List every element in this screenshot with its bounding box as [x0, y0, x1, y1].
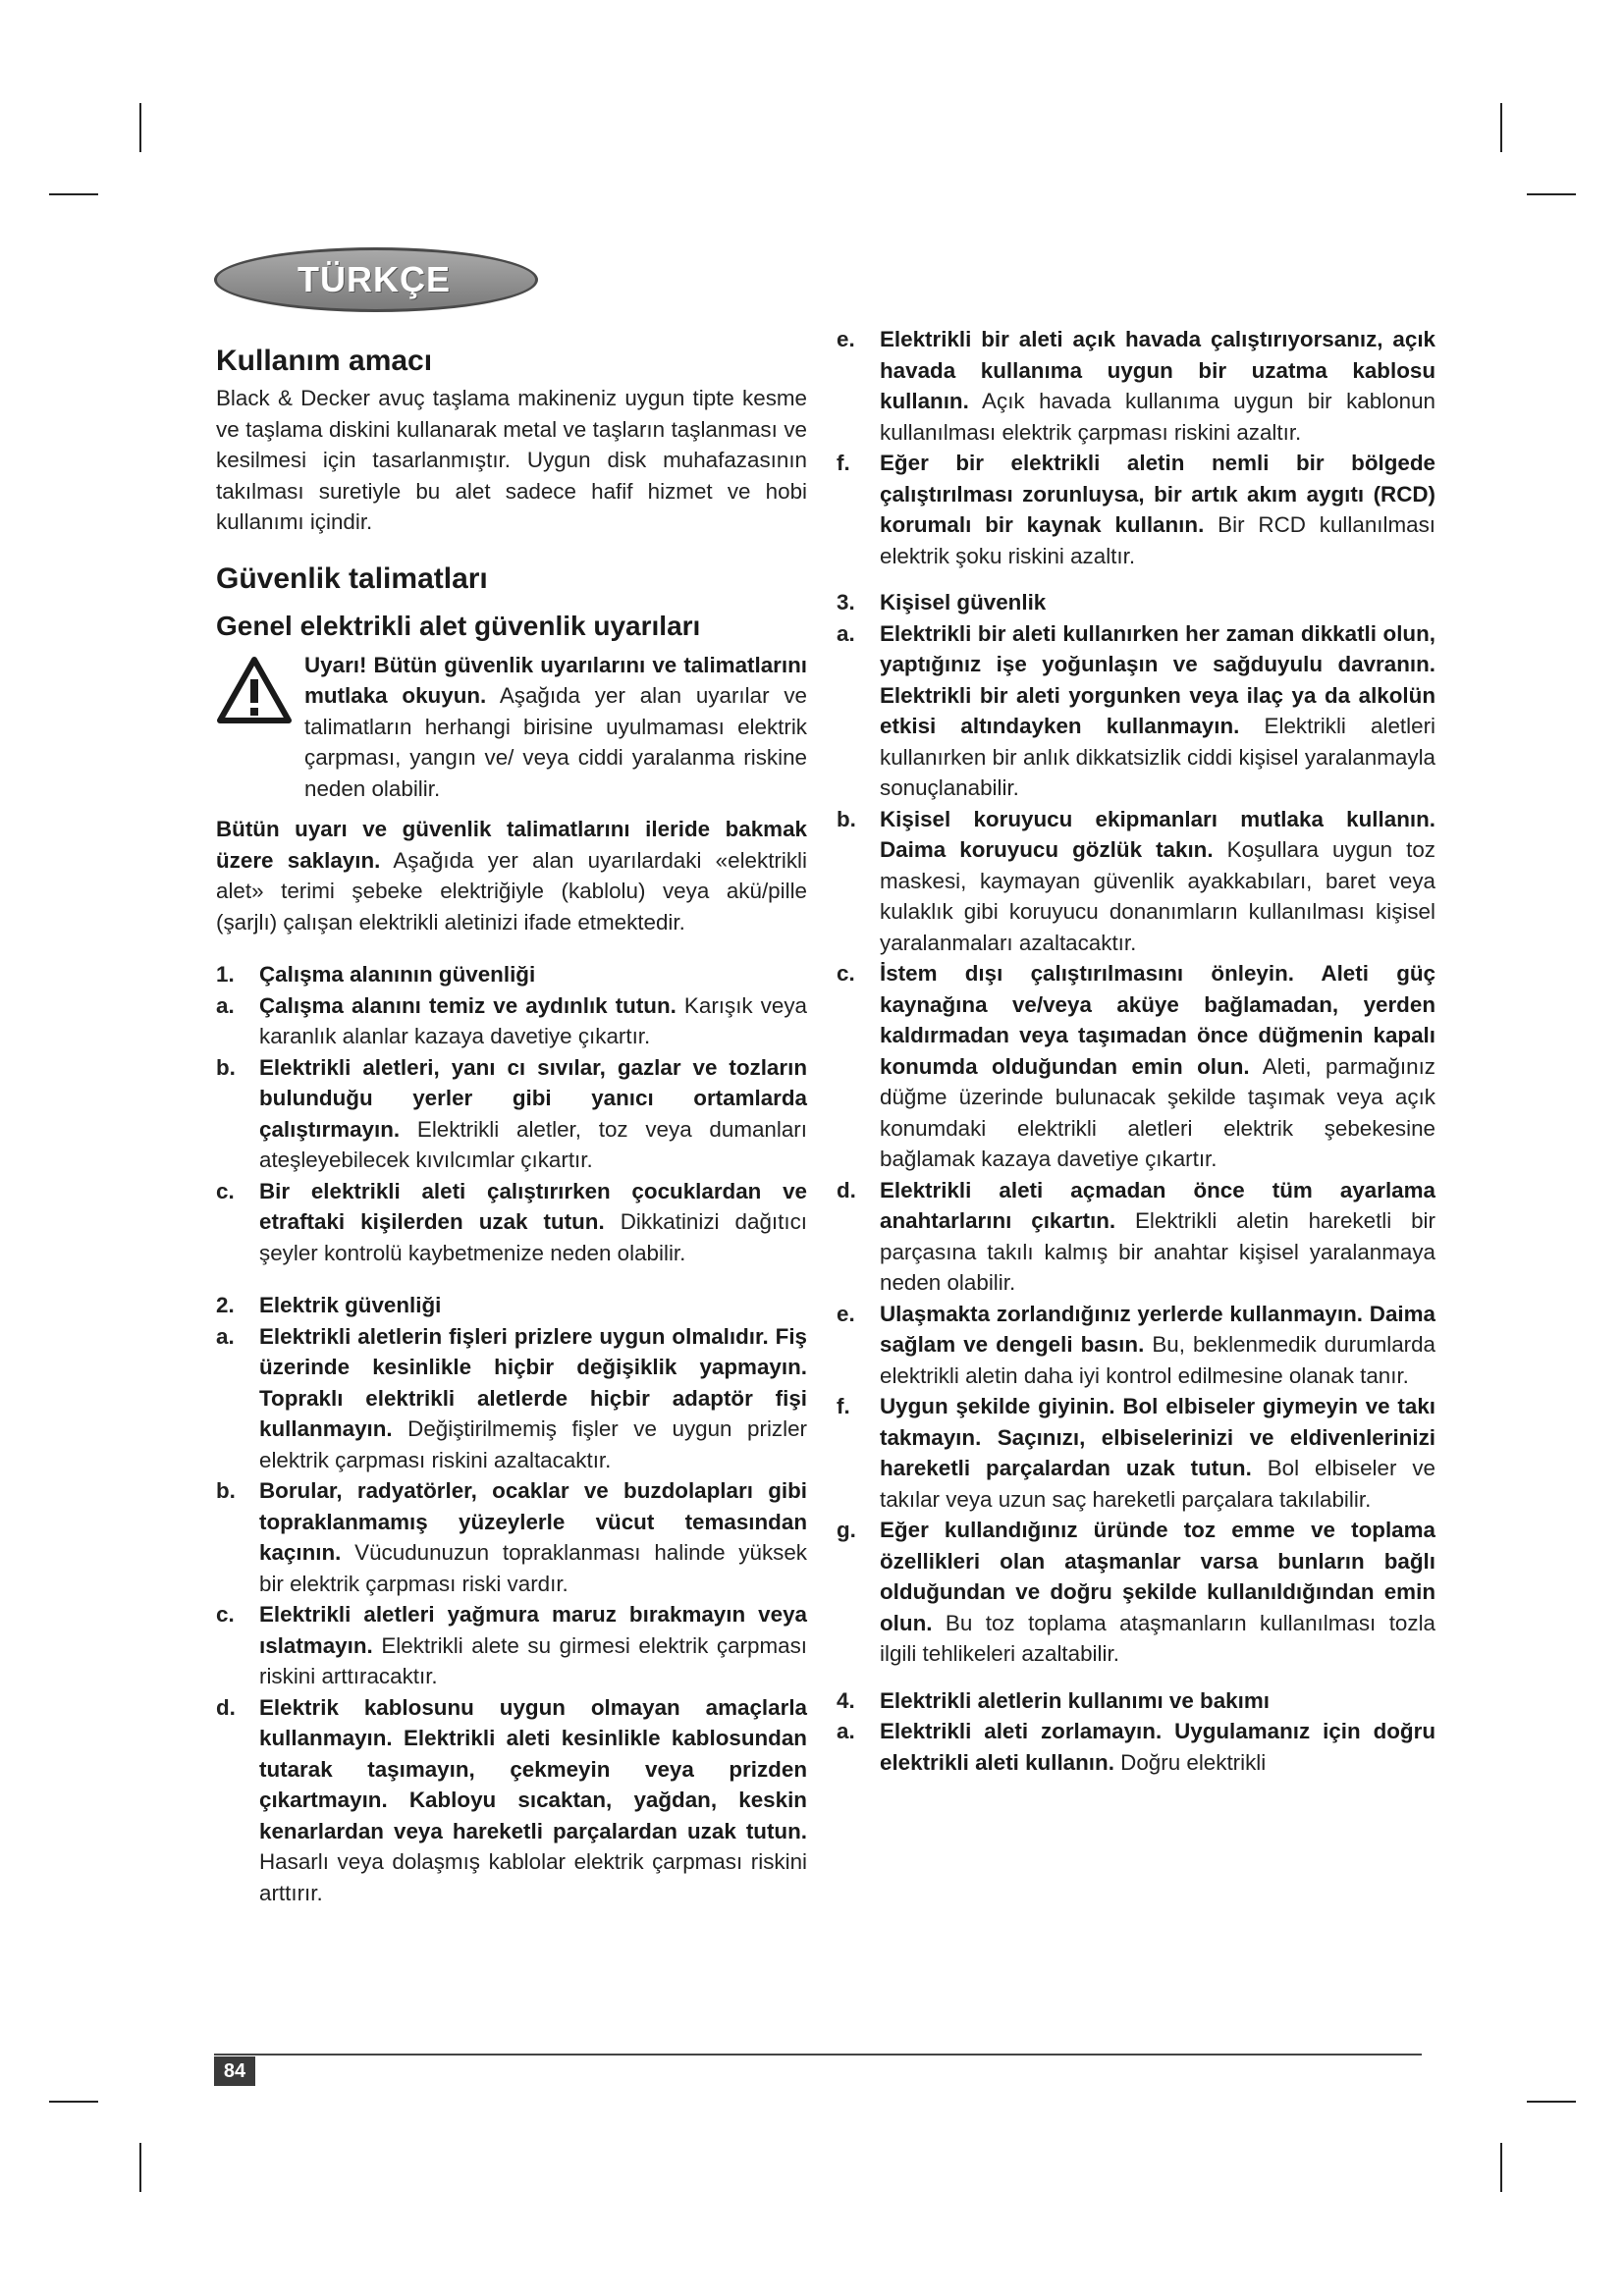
list-item: f. Uygun şekilde giyinin. Bol elbiseler giymeyin ve takı takmayın. Saçınızı, elbiselerinizi ve eldivenlerinizi hareketli parçalardan uzak tutun. Bol elbiseler ve takılar veya uzun saç hareketli parçalara takılabilir.: [837, 1394, 1435, 1512]
list-item: c. Bir elektrikli aleti çalıştırırken çocuklardan ve etraftaki kişilerden uzak tutun. Dikkatinizi dağıtıcı şeyler kontrolü kaybetmenize neden olabilir.: [216, 1178, 807, 1265]
list-item: b. Kişisel koruyucu ekipmanları mutlaka kullanın. Daima koruyucu gözlük takın. Koşullara uygun toz maskesi, kaymayan güvenlik ayakkabıları, baret veya kulaklık gibi koruyucu donanımların kullanılması kişisel yaralanmaları azaltacaktır.: [837, 806, 1435, 955]
list-s1: [216, 990, 807, 1269]
list-s3: [837, 618, 1435, 1670]
list-s2: [216, 1321, 807, 1909]
section-3: [837, 587, 1435, 1670]
section-heading: 1. Çalışma alanının güvenliği: [216, 962, 536, 987]
section-heading: 4. Elektrikli aletlerin kullanımı ve bakımı: [837, 1687, 1270, 1713]
list-item: b. Borular, radyatörler, ocaklar ve buzdolapları gibi topraklanmamış yüzeylerle vücut temasından kaçının. Vücudunuzun topraklanması halinde yüksek bir elektrik çarpması riski vardır.: [216, 1478, 807, 1596]
list-item: c. Elektrikli aletleri yağmura maruz bırakmayın veya ıslatmayın. Elektrikli alete su girmesi elektrik çarpması riskini arttıracaktır.: [216, 1602, 807, 1688]
heading-general-warnings: Genel elektrikli alet güvenlik uyarıları: [216, 610, 701, 641]
list-item: f. Eğer bir elektrikli aletin nemli bir bölgede çalıştırılması zorunluysa, bir artık akım aygıtı (RCD) korumalı bir kaynak kullanın. Bir RCD kullanılması elektrik şoku riskini azaltır.: [837, 451, 1435, 568]
crop-mark: [139, 103, 141, 152]
warning-text: Uyarı! Bütün güvenlik uyarılarını ve talimatlarını mutlaka okuyun. Aşağıda yer alan uyarılar ve talimatların herhangi birisine uyulmaması elektrik çarpması, yangın ve/ veya ciddi yaralanma riskine neden olabilir.: [304, 652, 807, 801]
list-s4: [837, 1716, 1435, 1778]
list-item: d. Elektrikli aleti açmadan önce tüm ayarlama anahtarlarını çıkartın. Elektrikli aletin hareketli bir parçasına takılı kalmış bir anahtar kişisel yaralanmaya neden olabilir.: [837, 1177, 1435, 1295]
list-item: a. Çalışma alanını temiz ve aydınlık tutun. Karışık veya karanlık alanlar kazaya davetiye çıkartır.: [216, 992, 807, 1048]
language-label: TÜRKÇE: [298, 259, 451, 299]
section-heading: 3. Kişisel güvenlik: [837, 590, 1047, 614]
list-item: g. Eğer kullandığınız üründe toz emme ve toplama özellikleri olan ataşmanlar varsa bunların bağlı olduğundan ve doğru şekilde kullanıldığından emin olun. Bu toz toplama ataşmanların kullanılması tozla ilgili tehlikeleri azaltabilir.: [837, 1518, 1435, 1666]
section-4: [837, 1685, 1435, 1779]
footer-rule: [214, 2054, 1422, 2056]
crop-mark: [1500, 2143, 1502, 2192]
list-item: d. Elektrik kablosunu uygun olmayan amaçlarla kullanmayın. Elektrikli aleti kesinlikle kablosundan tutarak taşımayın, çekmeyin veya prizden çıkartmayın. Kabloyu sıcaktan, yağdan, keskin kenarlardan veya hareketli parçalardan uzak tutun. Hasarlı veya dolaşmış kablolar elektrik çarpması riskini arttırır.: [216, 1694, 807, 1905]
section-1: [216, 959, 807, 1268]
section-2: [216, 1290, 807, 1908]
list-item: a. Elektrikli aletlerin fişleri prizlere uygun olmalıdır. Fiş üzerinde kesinlikle hiçbir değişiklik yapmayın. Topraklı elektrikli aletlerde hiçbir adaptör fişi kullanmayın. Değiştirilmemiş fişler ve uygun prizler elektrik çarpması riskini azaltacaktır.: [216, 1323, 807, 1472]
list-item: e. Ulaşmakta zorlandığınız yerlerde kullanmayın. Daima sağlam ve dengeli basın. Bu, beklenmedik durumlarda elektrikli aletin daha iyi kontrol edilmesine olanak tanır.: [837, 1301, 1436, 1388]
usage-paragraph: Black & Decker avuç taşlama makineniz uygun tipte kesme ve taşlama diskini kullanarak metal ve taşların taşlanması ve kesilmesi için tasarlanmıştır. Uygun disk muhafazasının takılması suretiyle bu alet sadece hafif hizmet ve hobi kullanımı içindir.: [216, 386, 807, 534]
keep-instructions: Bütün uyarı ve güvenlik talimatlarını ileride bakmak üzere saklayın. Aşağıda yer alan uyarılardaki «elektrikli alet» terimi şebeke elektriğiyle (kablolu) veya akü/pille (şarjlı) çalışan elektrikli aletinizi ifade etmektedir.: [216, 817, 807, 934]
list-item: a. Elektrikli bir aleti kullanırken her zaman dikkatli olun, yaptığınız işe yoğunlaşın ve sağduyulu davranın. Elektrikli bir aleti yorgunken veya ilaç ya da alkolün etkisi altındayken kullanmayın. Elektrikli aletleri kullanırken bir anlık dikkatsizlik ciddi kişisel yaralanmayla sonuçlanabilir.: [837, 620, 1435, 800]
crop-mark: [139, 2143, 141, 2192]
crop-mark: [1500, 103, 1502, 152]
list-item: a. Elektrikli aleti zorlamayın. Uygulamanız için doğru elektrikli aleti kullanın. Doğru elektrikli: [837, 1719, 1435, 1775]
crop-mark: [49, 2101, 98, 2103]
crop-mark: [1527, 2101, 1576, 2103]
page-number: 84: [214, 2056, 255, 2086]
list-s2-cont: [837, 324, 1435, 571]
warning-block: [216, 650, 807, 805]
heading-usage: Kullanım amacı: [216, 345, 433, 377]
right-column: [837, 324, 1435, 1778]
left-column: [216, 334, 807, 1908]
crop-mark: [49, 193, 98, 195]
language-tab: [214, 247, 538, 312]
warning-triangle-icon: [216, 650, 300, 805]
crop-mark: [1527, 193, 1576, 195]
heading-safety: Güvenlik talimatları: [216, 561, 488, 595]
list-item: c. İstem dışı çalıştırılmasını önleyin. Aleti güç kaynağına ve/veya aküye bağlamadan, yerden kaldırmadan veya taşımadan önce düğmenin kapalı konumda olduğundan emin olun. Aleti, parmağınız düğme üzerinde bulunacak şekilde taşımak veya açık konumdaki elektrikli aletleri elektrik şebekesine bağlamak kazaya davetiye çıkartır.: [837, 961, 1435, 1171]
list-item: e. Elektrikli bir aleti açık havada çalıştırıyorsanız, açık havada kullanıma uygun bir uzatma kablosu kullanın. Açık havada kullanıma uygun bir kablonun kullanılması elektrik çarpması riskini azaltır.: [837, 327, 1435, 445]
list-item: b. Elektrikli aletleri, yanı cı sıvılar, gazlar ve tozların bulunduğu yerler gibi yanıcı ortamlarda çalıştırmayın. Elektrikli aletler, toz veya dumanları ateşleyebilecek kıvılcımlar çıkartır.: [216, 1054, 807, 1172]
section-heading: 2. Elektrik güvenliği: [216, 1293, 442, 1317]
